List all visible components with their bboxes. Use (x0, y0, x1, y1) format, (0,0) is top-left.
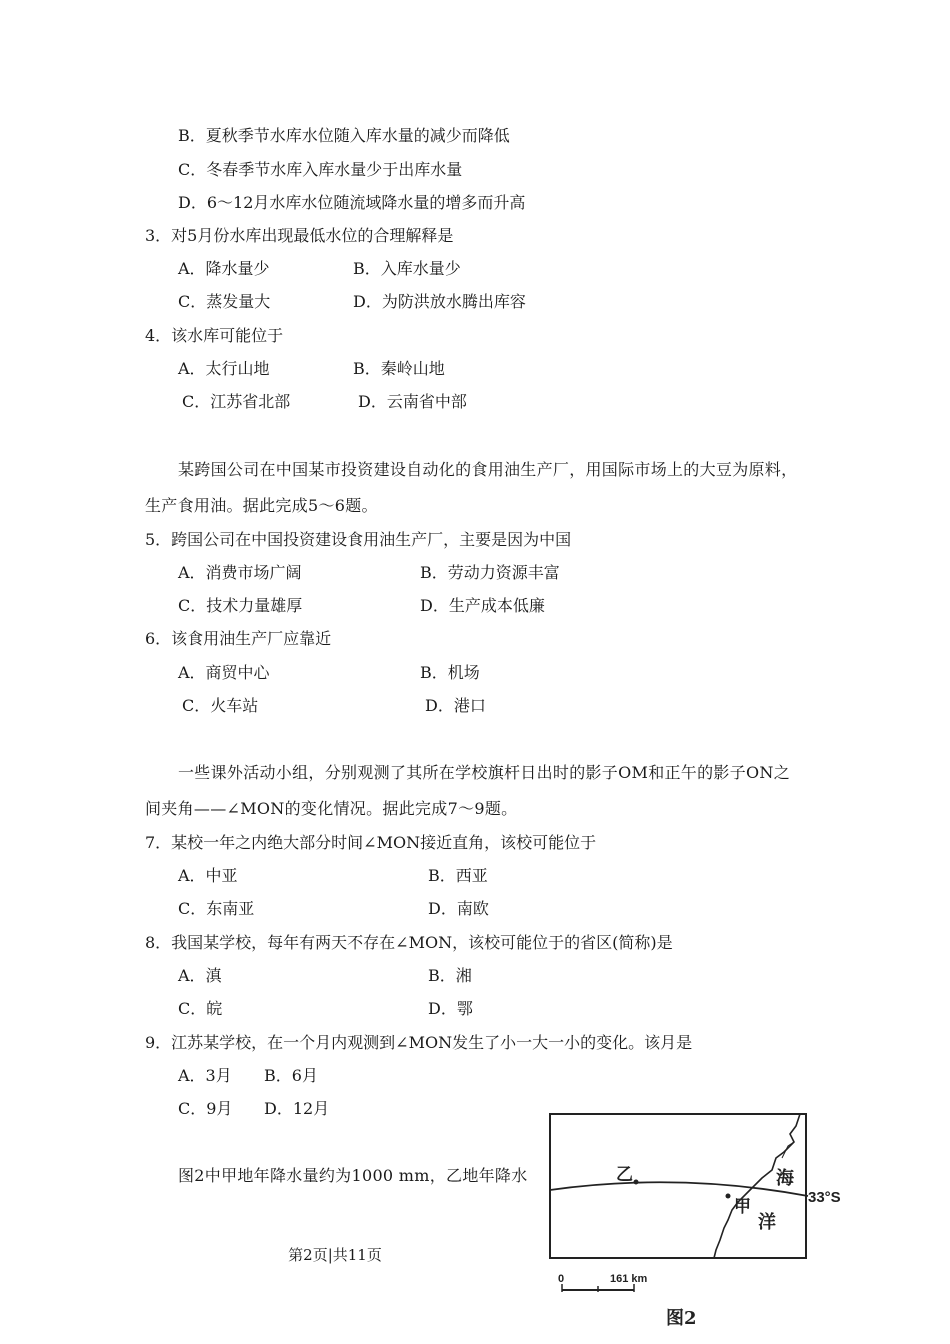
q9-option-c: C．9月 (178, 1099, 233, 1118)
q4-option-b: B．秦岭山地 (353, 359, 445, 378)
q9-option-b: B．6月 (264, 1066, 318, 1085)
q8-option-d: D．鄂 (428, 999, 473, 1018)
q5-option-b: B．劳动力资源丰富 (420, 563, 560, 582)
point-yi (634, 1180, 639, 1185)
q7-option-b: B．西亚 (428, 866, 488, 885)
q6-option-d: D．港口 (425, 696, 486, 715)
q3-option-b: B．入库水量少 (353, 259, 461, 278)
q6-option-b: B．机场 (420, 663, 480, 682)
label-hai: 海 (776, 1168, 794, 1189)
q6-option-a: A．商贸中心 (178, 663, 270, 682)
q8-option-c: C．皖 (178, 999, 223, 1018)
q5-option-d: D．生产成本低廉 (420, 596, 545, 615)
intro-10-line1: 图2中甲地年降水量约为1000 mm，乙地年降水 (178, 1166, 528, 1185)
intro-7-9-line2: 间夹角——∠MON的变化情况。据此完成7～9题。 (145, 799, 518, 818)
q3-stem: 3．对5月份水库出现最低水位的合理解释是 (145, 226, 454, 245)
q3-option-d: D．为防洪放水腾出库容 (353, 292, 526, 311)
q9-option-a: A．3月 (178, 1066, 232, 1085)
scale-km: 161 km (610, 1273, 648, 1285)
q7-option-d: D．南欧 (428, 899, 489, 918)
intro-5-6-line1: 某跨国公司在中国某市投资建设自动化的食用油生产厂，用国际市场上的大豆为原料， (178, 460, 798, 479)
intro-7-9-line1: 一些课外活动小组，分别观测了其所在学校旗杆日出时的影子OM和正午的影子ON之 (178, 763, 791, 782)
q9-option-d: D．12月 (264, 1099, 330, 1118)
q9-stem: 9．江苏某学校，在一个月内观测到∠MON发生了小一大一小的变化。该月是 (145, 1033, 693, 1052)
q2-option-b: B．夏秋季节水库水位随入库水量的减少而降低 (178, 126, 510, 145)
page-footer: 第2页|共11页 (288, 1246, 382, 1264)
q6-stem: 6．该食用油生产厂应靠近 (145, 629, 332, 648)
q4-stem: 4．该水库可能位于 (145, 326, 284, 345)
figure-caption: 图2 (666, 1308, 697, 1329)
label-latitude: 33°S (808, 1189, 841, 1206)
q7-option-a: A．中亚 (178, 866, 238, 885)
label-yang: 洋 (758, 1212, 776, 1233)
q5-option-a: A．消费市场广阔 (178, 563, 302, 582)
label-yi: 乙 (616, 1165, 633, 1185)
q8-stem: 8．我国某学校，每年有两天不存在∠MON，该校可能位于的省区(简称)是 (145, 933, 673, 952)
figure-2-map (548, 1112, 848, 1340)
q8-option-a: A．滇 (178, 966, 222, 985)
q6-option-c: C．火车站 (182, 696, 259, 715)
q7-option-c: C．东南亚 (178, 899, 255, 918)
q4-option-d: D．云南省中部 (358, 392, 467, 411)
q4-option-a: A．太行山地 (178, 359, 270, 378)
q5-stem: 5．跨国公司在中国投资建设食用油生产厂，主要是因为中国 (145, 530, 572, 549)
latitude-line (550, 1182, 808, 1196)
q2-option-c: C．冬春季节水库入库水量少于出库水量 (178, 160, 463, 179)
q4-option-c: C．江苏省北部 (182, 392, 291, 411)
point-jia (726, 1194, 731, 1199)
scale-zero: 0 (558, 1273, 565, 1285)
q3-option-a: A．降水量少 (178, 259, 270, 278)
q3-option-c: C．蒸发量大 (178, 292, 271, 311)
q8-option-b: B．湘 (428, 966, 472, 985)
label-jia: 甲 (734, 1197, 751, 1217)
q2-option-d: D．6～12月水库水位随流域降水量的增多而升高 (178, 193, 526, 212)
q7-stem: 7．某校一年之内绝大部分时间∠MON接近直角，该校可能位于 (145, 833, 597, 852)
q5-option-c: C．技术力量雄厚 (178, 596, 303, 615)
intro-5-6-line2: 生产食用油。据此完成5～6题。 (145, 496, 378, 515)
